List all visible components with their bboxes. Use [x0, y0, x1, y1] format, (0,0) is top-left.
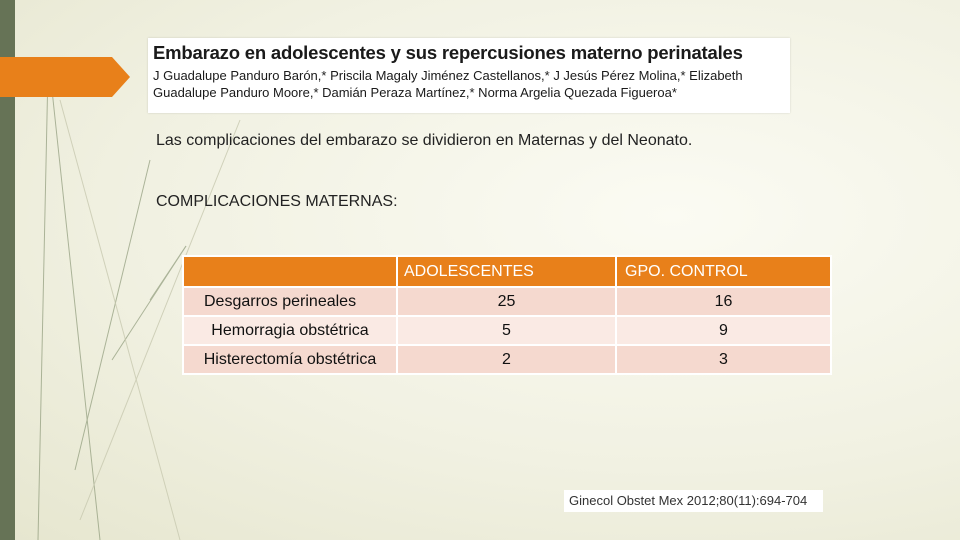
maternal-complications-table	[182, 255, 832, 375]
table-row	[183, 316, 831, 345]
row-label: Desgarros perineales	[183, 287, 397, 316]
adolescentes-value: 25	[397, 287, 616, 316]
header-empty-cell	[183, 256, 397, 287]
control-value: 9	[616, 316, 831, 345]
table-row	[183, 287, 831, 316]
adolescentes-value: 2	[397, 345, 616, 374]
adolescentes-value: 5	[397, 316, 616, 345]
table-row	[183, 345, 831, 374]
section-heading: COMPLICACIONES MATERNAS:	[156, 193, 398, 210]
source-citation: Ginecol Obstet Mex 2012;80(11):694-704	[564, 490, 823, 512]
intro-text: Las complicaciones del embarazo se dividieron en Maternas y del Neonato.	[156, 132, 693, 149]
article-title: Embarazo en adolescentes y sus repercusiones materno perinatales	[153, 42, 743, 63]
control-value: 16	[616, 287, 831, 316]
header-adolescentes: ADOLESCENTES	[397, 256, 616, 287]
orange-arrow-tab	[0, 57, 130, 97]
article-authors: J Guadalupe Panduro Barón,* Priscila Magaly Jiménez Castellanos,* J Jesús Pérez Molina,* Elizabeth Guadalupe Panduro Moore,* Damián Peraza Martínez,* Norma Argelia Quezada Figueroa*	[153, 68, 743, 100]
row-label: Histerectomía obstétrica	[183, 345, 397, 374]
table-header-row	[183, 256, 831, 287]
row-label: Hemorragia obstétrica	[183, 316, 397, 345]
article-citation-header	[148, 38, 790, 113]
header-grupo-control: GPO. CONTROL	[616, 256, 831, 287]
control-value: 3	[616, 345, 831, 374]
